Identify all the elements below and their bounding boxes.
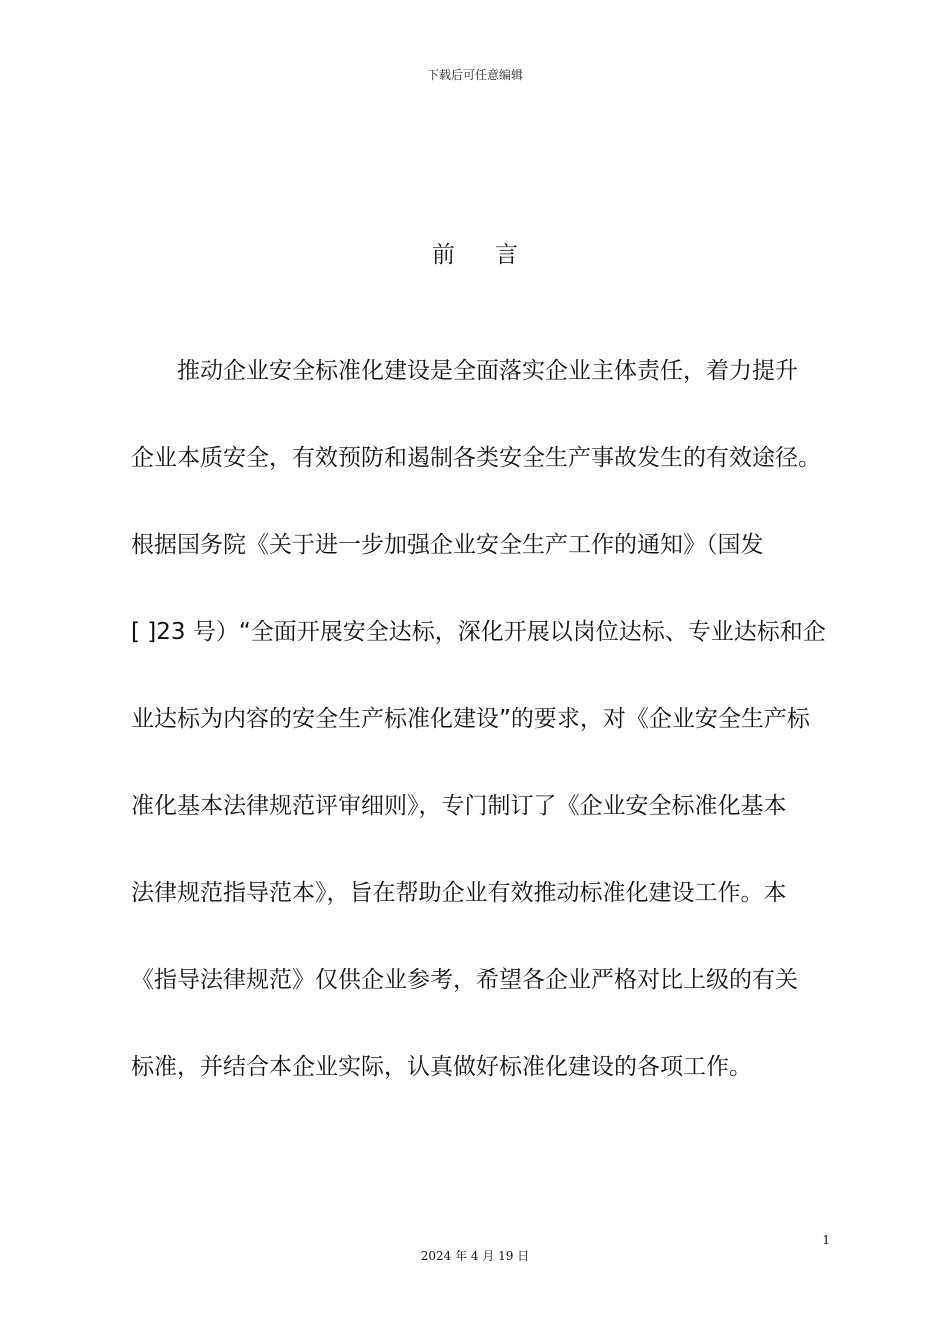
title-char-1: 前 — [432, 242, 455, 268]
paragraph-line: 标准，并结合本企业实际，认真做好标准化建设的各项工作。 — [131, 1054, 752, 1080]
title-char-2: 言 — [495, 242, 518, 268]
paragraph-line: 准化基本法律规范评审细则》，专门制订了《企业安全标准化基本 — [131, 793, 787, 819]
page-title — [0, 236, 950, 269]
header-note: 下载后可任意编辑 — [426, 68, 523, 82]
paragraph-line: 业达标为内容的安全生产标准化建设”的要求，对《企业安全生产标 — [131, 706, 810, 732]
footer-date: 2024 年 4 月 19 日 — [420, 1249, 530, 1263]
paragraph-line: 推动企业安全标准化建设是全面落实企业主体责任，着力提升 — [177, 358, 798, 384]
paragraph-line: 法律规范指导范本》，旨在帮助企业有效推动标准化建设工作。本 — [131, 880, 787, 906]
paragraph-line: 根据国务院《关于进一步加强企业安全生产工作的通知》（国发 — [131, 532, 764, 558]
paragraph-line: 《指导法律规范》仅供企业参考，希望各企业严格对比上级的有关 — [131, 967, 798, 993]
page-number: 1 — [822, 1233, 830, 1247]
paragraph-line: [ ]23 号）“全面开展安全达标，深化开展以岗位达标、专业达标和企 — [131, 619, 826, 645]
paragraph-line: 企业本质安全，有效预防和遏制各类安全生产事故发生的有效途径。 — [131, 445, 821, 471]
body-paragraph — [131, 345, 831, 1128]
